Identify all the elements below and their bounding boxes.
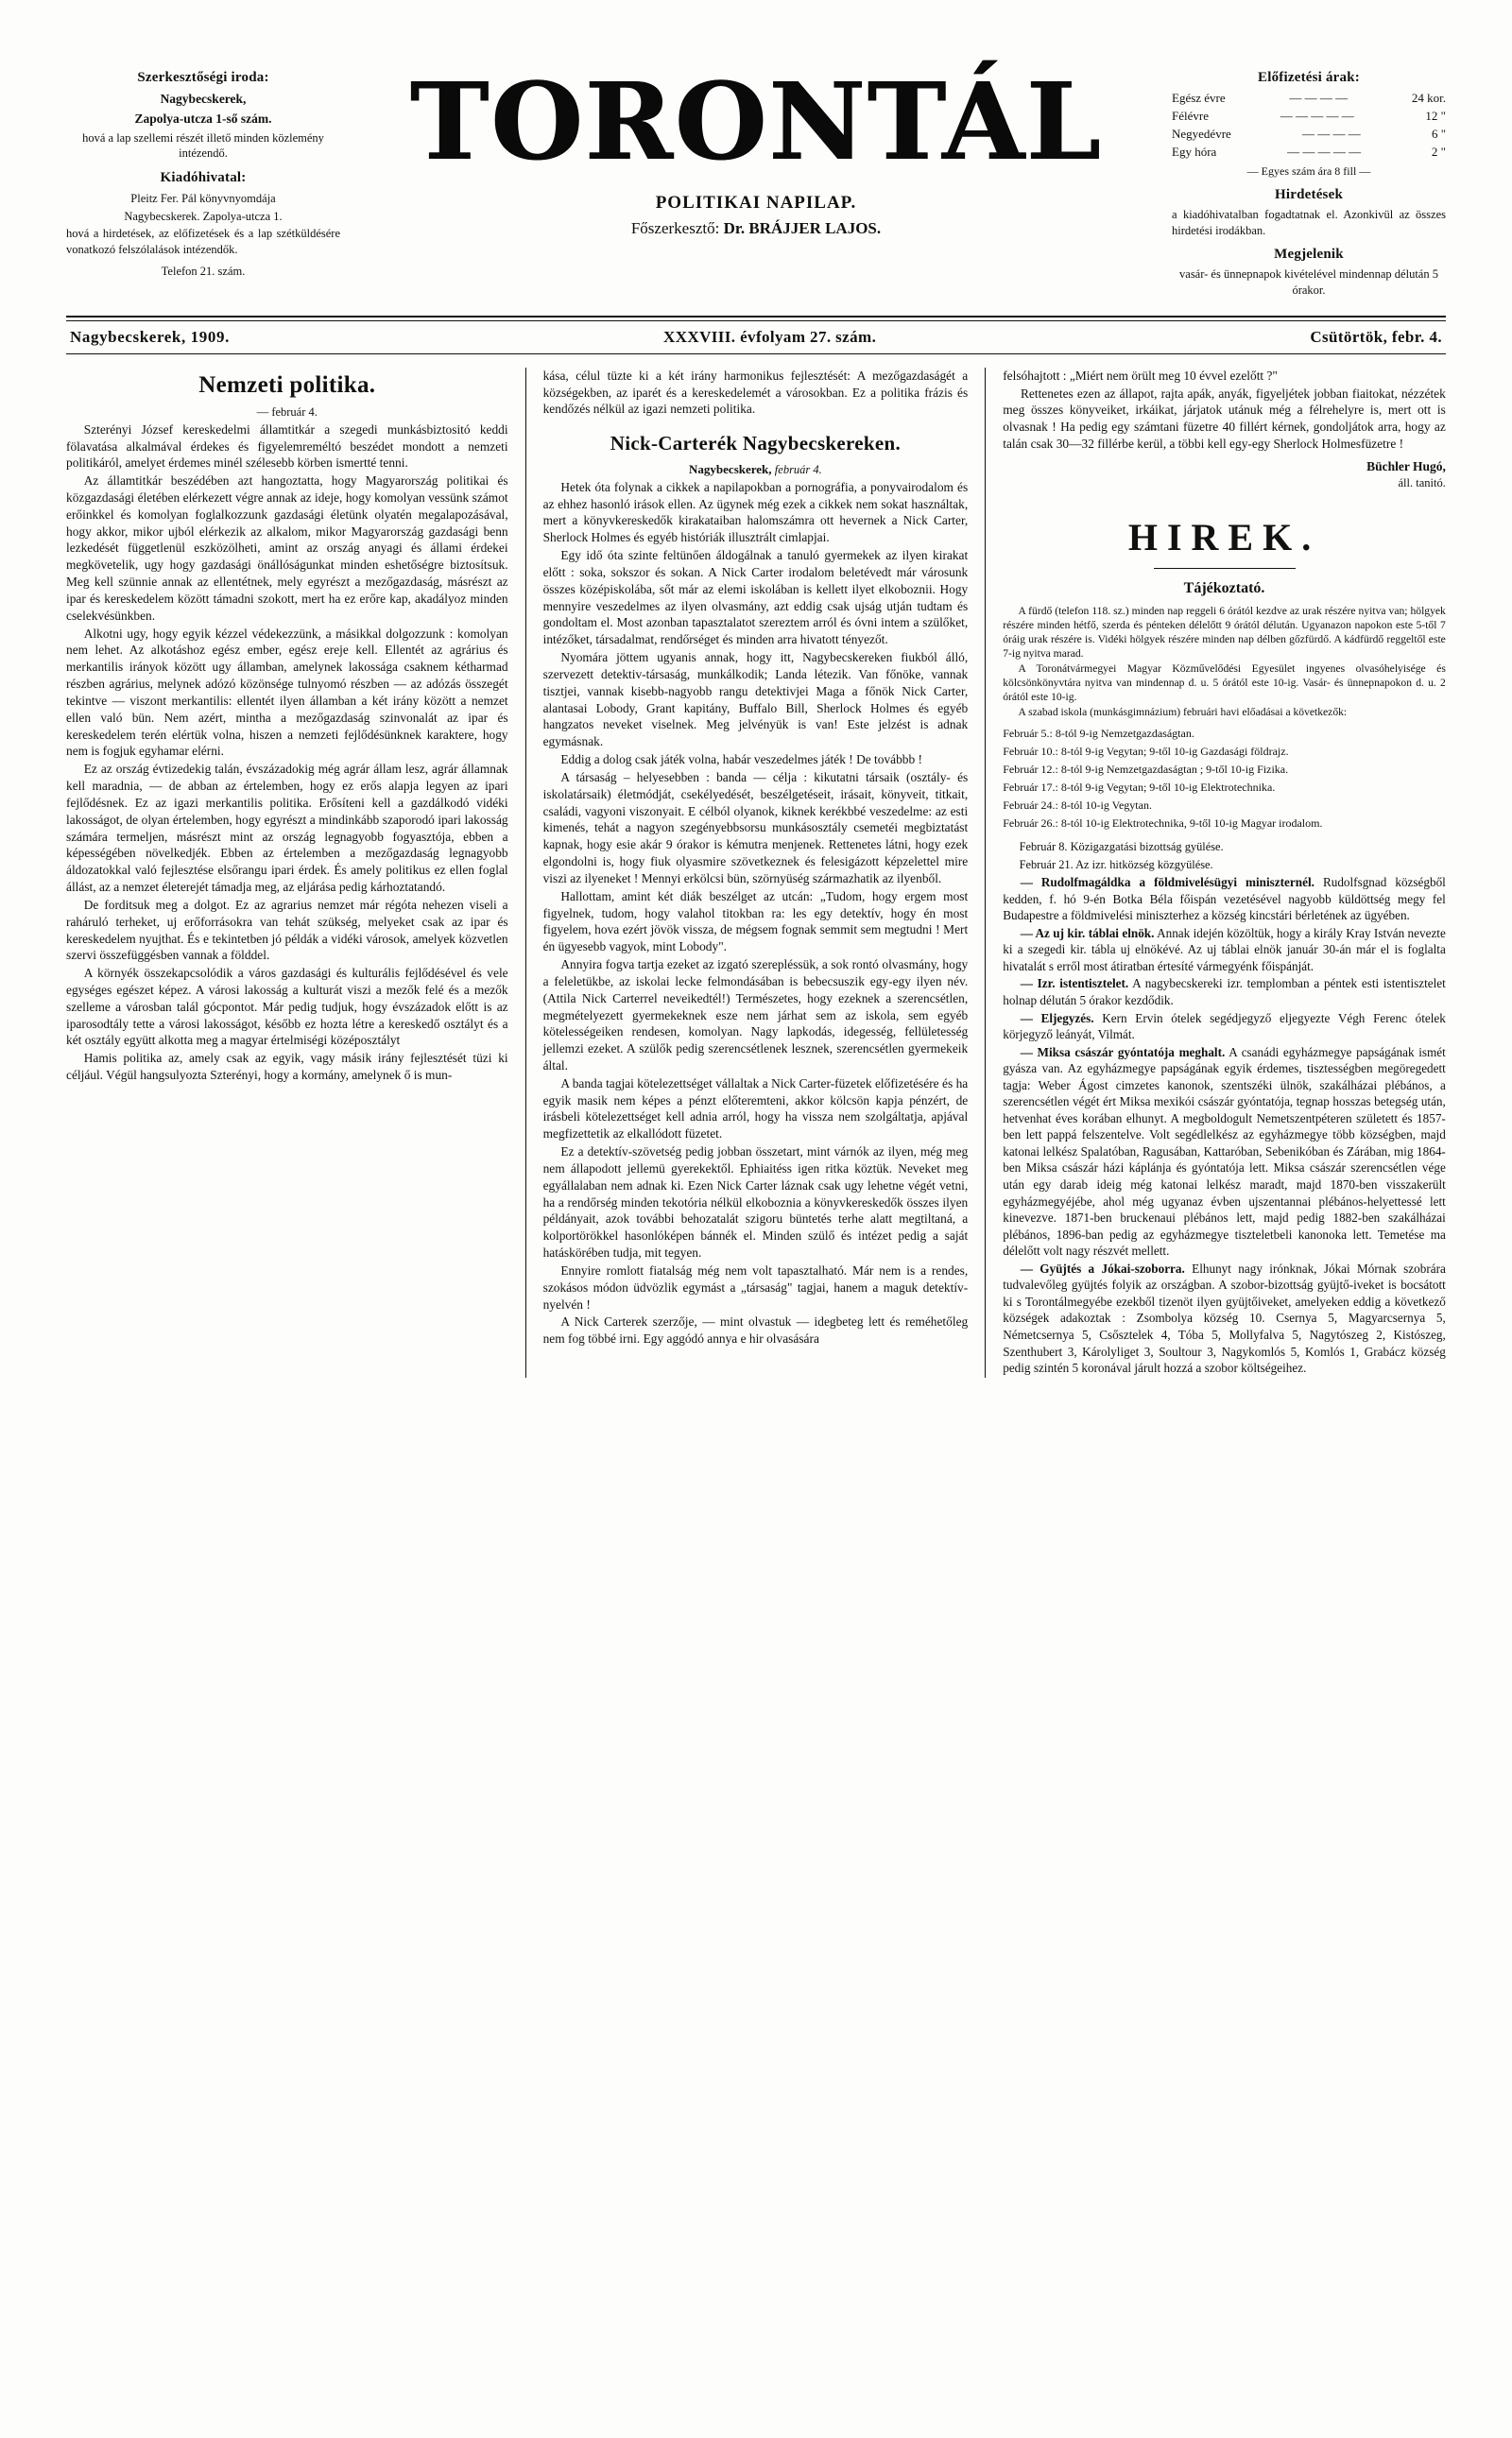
editorial-office-city: Nagybecskerek, — [160, 92, 247, 107]
article-paragraph: Eddig a dolog csak játék volna, habár veszedelmes játék ! De továbbb ! — [560, 752, 922, 767]
news-item — [1003, 925, 1446, 975]
price-value: 2 " — [1431, 144, 1446, 159]
article-paragraph: A banda tagjai kötelezettséget vállaltak a Nick Carter-füzetek előfizetésére és ha egyik masik nem képes a pénzt előteremteni, akkor kölcsön kapja pénzért, de irásbeli kötelezettséget kell adnia arról, hogy ha vissza nem szolgáltatja, apjával megfizettetik az elkallódott füzetet. — [542, 1075, 969, 1142]
editor-name: Dr. BRÁJJER LAJOS. — [723, 219, 882, 237]
notice-free-school: A szabad iskola (munkásgimnázium) februári havi előadásai a következők: — [1018, 706, 1348, 719]
news-item-text: Elhunyt nagy irónknak, Jókai Mórnak szobrára tudvalevőleg gyüjtés folyik az országban. A szobor-bizottság gyüjtő-iveket is bocsátott ki s Torontálmegyébe ezekből tizenöt ilyen gyüjtőiveket, amelyeken eddig a következő községek adakoztak : Zsombolya község 10. Csernya 5, Magyarcsernya 5, Németcsernya 5, Csősztelek 4, Tóba 5, Mollyfalva 5, Nagytószeg 2, Kistószeg, Szenthubert 3, Károlyliget 3, Soultour 3, Nagykomlós 5, Komlós 1, Grabácz község pedig szintén 5 koronával járult hozzá a szobor költségeihez. — [1003, 1261, 1446, 1376]
advertisements-title: Hirdetések — [1275, 186, 1343, 202]
news-item-text: Annak idején közöltük, hogy a király Kray István nevezte ki a szegedi kir. tábla uj elnökévé. Az uj táblai elnök január 30-án már el is foglalta hivatalát s erről most átiratban értesíté vármegyénk főispánját. — [1003, 925, 1446, 973]
article-paragraph: Ez a detektív-szövetség pedig jobban összetart, mint várnók az ilyen, még meg nem állapodott jellemü gyerekektől. Ephiaitéss igen ritka köztük. Neveket meg egyállalaban nem adnak ki. Ezen Nick Carter láznak csak ugy lehetne végét vetni, ha a rendőrség minden tekotória nélkül elkoboznia a könyvkereskedők összes ilyen példányait, azok további behozatalát szigoru büntetés terhe alatt megtiltaná, a kolportörökkel hasonlóképen bánnék el. Minden szülő és intézet pedig a saját hatáskörében tudja, mit tegyen. — [542, 1144, 969, 1261]
subscription-title: Előfizetési árak: — [1258, 70, 1360, 85]
placeline-city: Nagybecskerek, — [689, 462, 772, 477]
news-item-text: Kern Ervin ótelek segédjegyző eljegyezte Végh Ferenc ótelek körjegyző leányát, Vilmát. — [1003, 1010, 1446, 1042]
publisher-address: Nagybecskerek. Zapolya-utcza 1. — [124, 209, 283, 223]
news-item-lead: — Izr. istentisztelet. — [1020, 976, 1129, 991]
price-label: Félévre — [1172, 109, 1209, 124]
article-paragraph: A környék összekapcsolódik a város gazdasági és kulturális fejlődésével és vele egységes egészet képez. A városi lakosság a kulturát viszi a mezők felé és a mezők szelleme a városban talál gócpontot. Már pedig tudjuk, hogy évszázadok előtt is az iparosodtály tette a városi lakosságot, később ez hozta létre a kereskedő osztályt és a két osztály együtt alkotta meg a magyar értelmiségi középosztályt — [66, 966, 508, 1048]
masthead-left — [66, 66, 340, 282]
publisher-note: hová a hirdetések, az előfizetések és a lap szétküldésére vonatkozó felszólalások intézendők. — [66, 227, 340, 257]
article-signature — [1003, 458, 1446, 491]
article-paragraph: Ennyire romlott fiatalság még nem volt tapasztalható. Már nem is a rendes, szokásos módon üdvözlik egymást a „társaság" tagjai, hanem a maguk detektív-nyelvén ! — [542, 1262, 969, 1312]
subscription-price-list — [1172, 90, 1446, 161]
newspaper-logo: TORONTÁL — [409, 60, 1103, 184]
article-continuation: felsóhajtott : „Miért nem örült meg 10 évvel ezelőtt ?" — [1003, 368, 1278, 383]
editor-label: Főszerkesztő: — [630, 219, 720, 237]
news-item-lead: — Miksa császár gyóntatója meghalt. — [1020, 1044, 1226, 1059]
price-value: 6 " — [1431, 126, 1446, 141]
placeline-date: február 4. — [774, 463, 822, 477]
article-title-nemzeti-politika: Nemzeti politika. — [198, 371, 376, 398]
price-label: Negyedévre — [1172, 126, 1231, 141]
phone-number: Telefon 21. szám. — [161, 265, 246, 279]
news-item-text: Rudolfsgnad községből kedden, f. hó 9-én Botka Béla főispán vezetésével nagyobb küldöttség megy fel Budapestre a földmivelési miniszterhez a község kincstári bérletének az ügyében. — [1003, 875, 1446, 923]
schedule-entry: Február 24.: 8-tól 10-ig Vegytan. — [1003, 798, 1152, 813]
issue-bar — [66, 320, 1446, 354]
editorial-office-note: hová a lap szellemi részét illető minden közlemény intézendő. — [82, 130, 324, 161]
article-paragraph: Nyomára jöttem ugyanis annak, hogy itt, Nagybecskereken fiukból álló, szervezett detektiv-társaság, munkálkodik; Landa létezik. Van főnöke, vannak tisztjei, vannak kisebb-nagyobb rangu detektivjei Maga a főnök Nick Carter, alantasai Lobody, Grant kapitány, Buffalo Bill, Sherlock Holmes és egyéb hangzatos neveket viselnek. Meg jelvényük is van! Este jelzést is adnak egymásnak. — [542, 650, 969, 749]
article-paragraph: A Nick Carterek szerzője, — mint olvastuk — idegbeteg lett és reméhetőleg nem fog többé irni. Egy aggódó annya e hir olvasására — [542, 1314, 969, 1347]
masthead-center — [357, 60, 1155, 238]
article-paragraph: Hetek óta folynak a cikkek a napilapokban a pornográfia, a ponyvairodalom és az ehhez hasonló irások ellen. Az ügynek még ezek a cikkek nem sokat használtak, mert a könyvkereskedők kirakataiban halomszámra ott hevernek a Nick Carter, Sherlock Holmes és egyéb históriák illusztrált cimlapjai. — [542, 479, 969, 545]
schedule-entry: Február 5.: 8-tól 9-ig Nemzetgazdaságtan. — [1003, 727, 1194, 741]
news-item-lead: — Eljegyzés. — [1020, 1010, 1094, 1025]
price-dash: — — — — — — [1287, 144, 1362, 159]
issue-date: Csütörtök, febr. 4. — [1310, 327, 1442, 346]
schedule-entry: Február 12.: 8-tól 9-ig Nemzetgazdaságtan ; 9-től 10-ig Fizika. — [1003, 763, 1289, 777]
article-paragraph: Szterényi József kereskedelmi államtitkár a szegedi munkásbiztositó keddi fölavatása alkalmával érdekes és figyelemreméltó beszédet mondott a nemzeti politikáról, amelyet érdemes minél szélesebb körben ismertté tenni. — [66, 421, 508, 471]
schedule-entry: Február 17.: 8-tól 9-ig Vegytan; 9-től 10-ig Elektrotechnika. — [1003, 781, 1276, 795]
newspaper-tagline: POLITIKAI NAPILAP. — [655, 193, 857, 213]
masthead-right — [1172, 66, 1446, 300]
price-dash: — — — — — — [1280, 109, 1354, 124]
article-paragraph: Rettenetes ezen az állapot, rajta apák, anyák, figyeljétek jobban fiaitokat, nézzétek meg összes könyveiket, irkáikat, járjatok utánuk még a félrehelyre is, mert ott is olvasnak ! Ha pedig egy számtani füzetre 40 fillért kérnek, gondoljátok arra, hogy az talán csak 30—32 fillérbe kerül, a többi kell egy-egy Sherlock Holmesfüzetre ! — [1003, 386, 1446, 452]
schedule-entry: Február 10.: 8-tól 9-ig Vegytan; 9-től 10-ig Gazdasági földrajz. — [1003, 745, 1289, 759]
section-divider — [1154, 568, 1296, 569]
notice-bath: A fürdő (telefon 118. sz.) minden nap reggeli 6 órától kezdve az urak részére nyitva van; hölgyek részére minden hétfő, szerda és pénteken délelőtt 9 órától délután. Ugyanazon napokon este 5-től 7 óráig urak részére is. Vidéki hölgyek részére minden nap délben gőzfürdő. A kádfürdő reggeltől este 7-ig nyitva marad. — [1003, 604, 1446, 661]
news-item — [1003, 975, 1446, 1008]
article-title-nick-carterek: Nick-Carterék Nagybecskereken. — [610, 432, 902, 455]
news-item-lead: — Rudolfmagáldka a földmivelésügyi miniszternél. — [1020, 875, 1314, 890]
editorial-office-street: Zapolya-utcza 1-ső szám. — [134, 112, 272, 127]
issue-place-year: Nagybecskerek, 1909. — [70, 327, 230, 346]
article-continuation: kása, célul tüzte ki a két irány harmonikus fejlesztését: A mezőgazdaságét a községekben, az iparét és a kereskedelemét a városokban. Ez a politika frázis és kendőzés nélkül az igazi nemzeti politika. — [542, 368, 969, 417]
price-dash: — — — — — [1289, 91, 1349, 106]
column-1 — [66, 368, 526, 1378]
article-paragraph: Hamis politika az, amely csak az egyik, vagy másik irány fejlesztését tüzi ki céljául. Végül hangsulyozta Szterényi, hogy a kormány, amelynek ő is mun- — [66, 1051, 508, 1083]
news-item-lead: — Az uj kir. táblai elnök. — [1020, 925, 1155, 940]
column-2 — [526, 368, 987, 1378]
signature-name: Büchler Hugó, — [1366, 458, 1446, 473]
article-dateline: — február 4. — [256, 405, 318, 420]
subsection-title-tajekoztato: Tájékoztató. — [1183, 579, 1265, 596]
masthead-divider — [66, 316, 1446, 318]
news-item — [1003, 874, 1446, 924]
news-item-text: A csanádi egyházmegye papságának ismét gyásza van. Az egyházmegye papságának egyik érdemes, tisztességben megöregedett tagja: Weber Ágost cimzetes kanonok, szentszéki ülnök, szakálházai plébános, a szerencsétlen végét ért Miksa mexikói császár gyóntatója, tegnap hosszas betegség után, hetvenhat éves korában elhunyt. A megboldogult Nemetszentpéteren született és 1857-ben lett pappá felszentelve. Volt segédlelkész az egyházmegye több községben, majd katonai lelkész Spalatóban, Ragusában, Kattaróban, Sebenikóban és Zárában, mig 1864-ben Miksa császár házi káplánja és gyóntatója lett. Miksa császár szerencsétlen vége után egy darab ideig még katonai lelkész maradt, majd 1870-ben visszakerült egyházmegyéjébe, ahol még ugyanaz évben ujszentannai plébános-helyettessé lett kinevezve. 1871-ben bruckenaui plébános lett, majd pedig 1882-ben szakálházai plébános, 1896-ban pedig az egyházmegye tiszteletbeli kanonoka lett. Temetése ma délelőtt volt nagy részvét mellett. — [1003, 1044, 1446, 1259]
publication-schedule-title: Megjelenik — [1274, 246, 1344, 262]
meeting-entry: Február 8. Közigazgatási bizottság gyülése. — [1019, 840, 1224, 854]
article-placeline — [543, 461, 969, 478]
news-item — [1003, 1044, 1446, 1260]
price-row — [1172, 108, 1446, 126]
news-item — [1003, 1010, 1446, 1043]
price-label: Egész évre — [1172, 91, 1226, 106]
price-row — [1172, 144, 1446, 162]
publication-schedule-note: vasár- és ünnepnapok kivételével mindennap délután 5 órakor. — [1179, 267, 1438, 297]
article-paragraph: Hallottam, amint két diák beszélget az utcán: „Tudom, hogy ergem most figyelnek, tudom, hogy valahol titokban ra: les egy detektív, hogy én most figyelem, hova ezért jövök vissza, de mégsem fognak semmit sem megtudni ! Mert én ügyesebb vagyok, mint Lobody". — [542, 888, 969, 954]
article-columns — [66, 368, 1446, 1378]
schedule-entry: Február 26.: 8-tól 10-ig Elektrotechnika, 9-től 10-ig Magyar irodalom. — [1003, 816, 1323, 831]
article-paragraph: A társaság – helyesebben : banda — célja : kikutatni társaik (osztály- és iskolatársaik) életmódját, csekélyedését, beszélgetéseit, irásait, könyveit, titkait, családi, vagyoni viszonyait. E célból olyanok, kiknek kerékbbé veszedelme: az esti kimenés, tehát a nagyon szegényebbsorsu munkásosztály csemetéi megbiztatást kapnak, hogy esie akár 9 órakor is kémutra menjenek. Rettenetes látni, hogy ezek elgondolni is, hogy fiuk olyasmire szövetkeznek és felesigázott képzelettel mire viszi az ilyeneket ! Mennyi erkölcsi bün, szörnyüség származhatik az ilyenből. — [542, 769, 969, 885]
notice-library: A Toronátvármegyei Magyar Közművelődési Egyesület ingyenes olvasóhelyisége és kölcsönkönyvtára nyitva van mindennap d. u. 5 órától este 10-ig. Vasár- és ünnepnapokon d. u. 2 órától este 10-ig. — [1003, 662, 1446, 704]
meeting-entry: Február 21. Az izr. hitközség közgyülése. — [1019, 857, 1213, 871]
news-item-lead: — Gyüjtés a Jókai-szoborra. — [1020, 1261, 1185, 1276]
price-value: 12 " — [1425, 109, 1446, 124]
article-paragraph: Ez az ország évtizedekig talán, évszázadokig még agrár állam lesz, agrár államnak kell maradnia, — de abban az értelemben, hogy ez erős alapja legyen az ipari fejlődésnek. Ez az igazi merkantilis politika. Erősíteni kell a gazdálkodó vidéki lakosságot, de olyan értelemben, hogy egyrészt a mindinkább szaporodó ipari lakosság számára termeljen, másrészt mint az ország legnagyobb fogyasztója, ebben a képességében növelkedjék. Ebben az értelemben a mezőgazdaság legnagyobb áldozatokkal való fejlesztése elsőrangu ipari érdek. És amely politikus ez ellen foglal állást, az a nemzet életerejét támadja meg, az eljárása pedig kárhoztatandó. — [66, 762, 508, 895]
publisher-name: Pleitz Fer. Pál könyvnyomdája — [130, 191, 276, 205]
lecture-schedule — [1003, 725, 1446, 832]
price-value: 24 kor. — [1411, 91, 1446, 106]
editor-line — [357, 219, 1155, 238]
advertisements-note: a kiadóhivatalban fogadtatnak el. Azonkivül az összes hirdetési irodákban. — [1172, 208, 1446, 237]
editorial-office-title: Szerkesztőségi iroda: — [137, 70, 269, 85]
article-paragraph: Egy idő óta szinte feltünően áldogálnak a tanuló gyermekek az ilyen kirakat előtt : soka, sokszor és sokan. A Nick Carter irodalom beletévedt már városunk összes középiskolába, sőt már az elemi iskolában is kellett ilyet elkoboznii. Hogy mennyire veszedelmes az ilyen olvasmány, azt eddig csak ujság utján tudtam és gondoltam el. Most azonban tapasztalatot szereztem arról és óvni intem a szülőket, intézőket, társadalmat, rendőrséget és minden arra hivatott tényezőt. — [542, 548, 969, 647]
signature-role: áll. tanitó. — [1398, 475, 1446, 489]
news-item — [1003, 1261, 1446, 1377]
column-3 — [986, 368, 1446, 1378]
article-paragraph: De forditsuk meg a dolgot. Ez az agrarius nemzet már régóta nehezen viseli a raháruló terheket, uj erőforrásokra van tehát szükség, melyeket csak az ipar és kereskedelem nyujthat. És e tekintetben jó példák a vidéki városok, amelyek közvetlen szervi összefüggésben vannak a földdel. — [66, 897, 508, 963]
price-dash: — — — — — [1302, 126, 1361, 141]
issue-volume-number: XXXVIII. évfolyam 27. szám. — [663, 327, 877, 346]
article-paragraph: Annyira fogva tartja ezeket az izgató szerepléssük, a sok rontó olvasmány, hogy a feleletükbe, az iskolai lecke felmondásában is bebecsuszik egy-egy ilyen név. (Attila Nick Carterrel neveikedtél!) Természetes, hogy ezeknek a szerencsétlen, megmételyezett gyermekeknek esze nem járhat sem az iskola, sem egyéb kötelességeiken rendesen, komolyan. Nagy lapkodás, idegesség, fellületesség jellemzi ezeket. A szülők pedig szerencsétlenek lesznek, szerencsétlen gyermekeik által. — [542, 957, 969, 1073]
news-item-text: A nagybecskereki izr. templomban a péntek esti istentisztelet holnap délután 5 órakor kezdődik. — [1003, 976, 1446, 1008]
masthead — [66, 60, 1446, 300]
price-row — [1172, 126, 1446, 144]
article-paragraph: Az államtitkár beszédében azt hangoztatta, hogy Magyarország politikai és közgazdasági életében elérkezett végre annak az ideje, hogy komolyan vessünk számot erőinkkel és komolyan foglalkozzunk gazdasági életünk olyatén megalapozásával, hogy akkor, mikor ujból elérkezik az alkalom, mikor Magyarország gazdasági benn lezkedését függetlenül eszközölheti, amint az ország anyagi és állami érdekei megkövetelik, ugy hogy gazdasági önállóságunkat minden eshetőségre biztosítsuk. Meg kell szünnie annak az ellentétnek, mely egyrészt a mezőgazdaság, másrészt az ipar és kereskedelem között támadni szokott, mert ha ez erőre kap, akadályoz minden cselekvésünkben. — [66, 473, 508, 623]
section-title-hirek: HIREK. — [1127, 515, 1321, 558]
publisher-title: Kiadóhivatal: — [160, 170, 247, 186]
price-label: Egy hóra — [1172, 144, 1217, 159]
article-paragraph: Alkotni ugy, hogy egyik kézzel védekezzünk, a másikkal dolgozzunk : komolyan nem lehet. Az alkotáshoz egész ember, egész ereje kell. Ellentét az agrárius és merkantilis irányok között ugy államban, amelynek lakossága csaknem kétharmad részben agrárius, melynek adózó közönsége tulnyomó részben — az adózás összegét tekintve — viszont merkantilis: ellentét ilyen államban a két irány között a nemzet ellen való bün. Nem azért, mintha a mezőgazdaság szinvonalát az ipar és kereskedelem terén elértük volna, hiszen a nemzeti fejlődésünknek karaktere, hogy nem is fogjuk egyhamar elérni. — [66, 626, 508, 759]
single-copy-price: — Egyes szám ára 8 fill — — [1246, 163, 1371, 178]
price-row — [1172, 90, 1446, 108]
